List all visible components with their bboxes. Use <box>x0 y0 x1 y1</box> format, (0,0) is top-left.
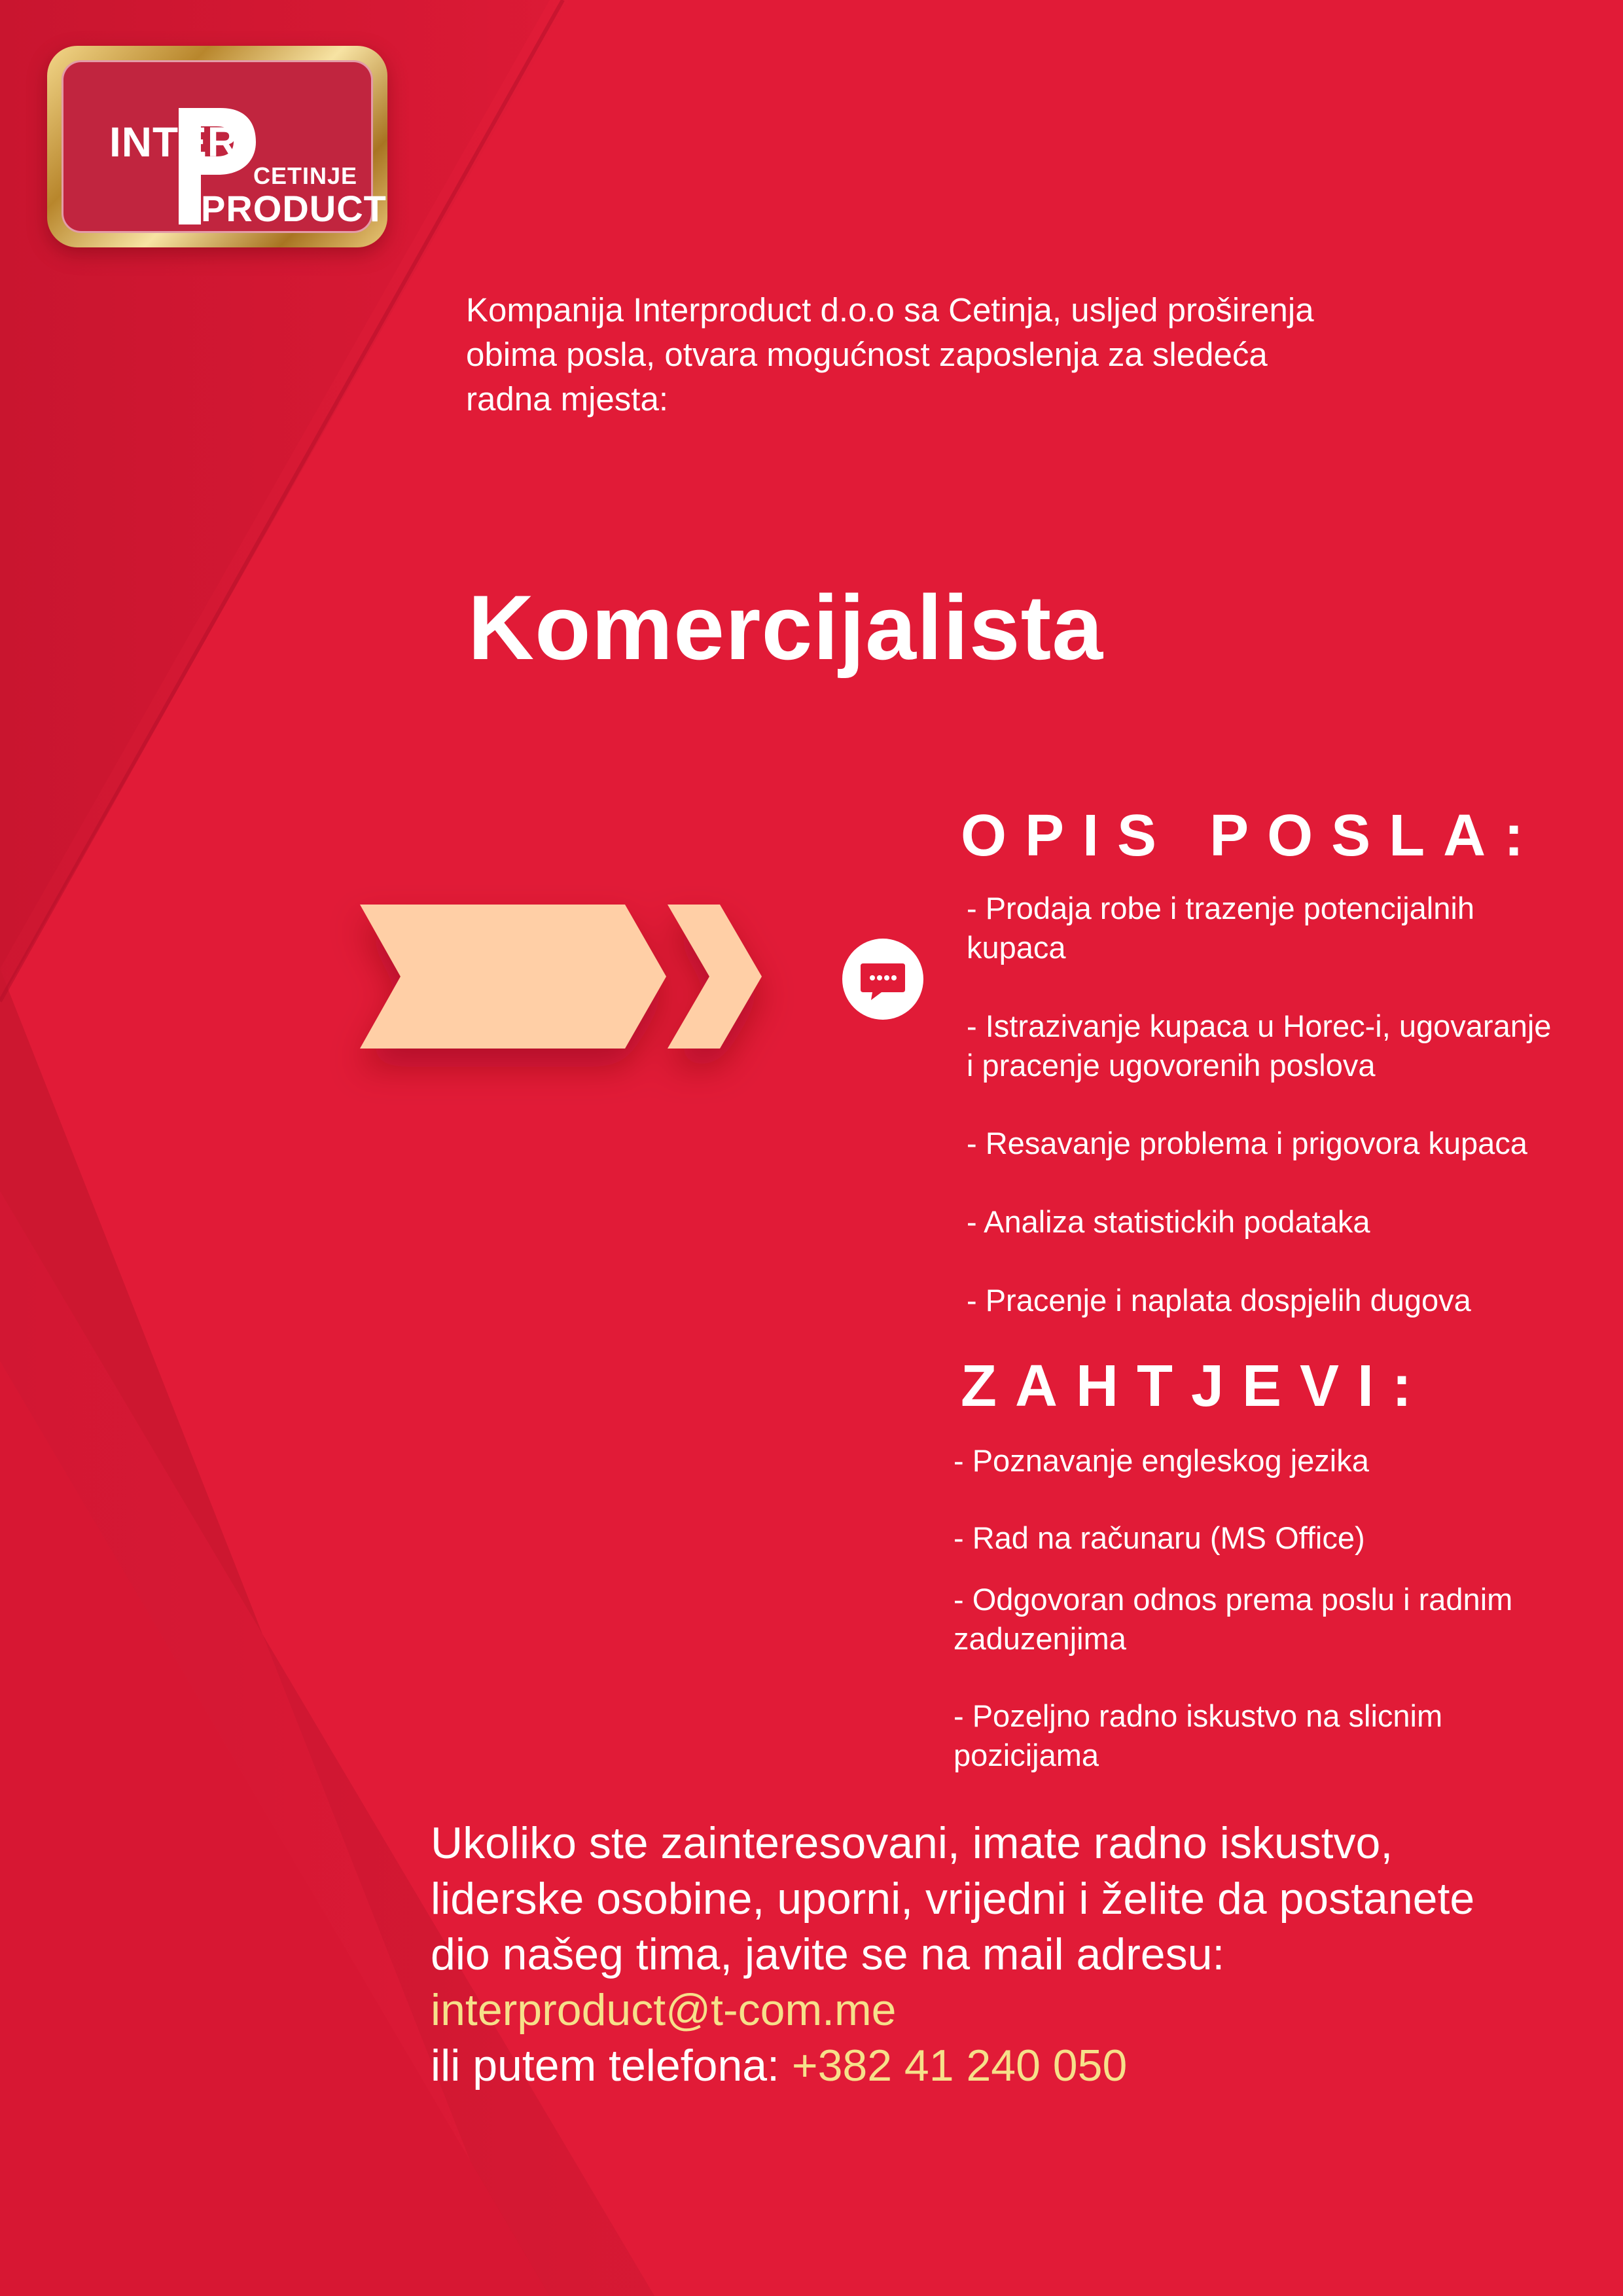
opis-item-line: i pracenje ugovorenih poslova <box>967 1048 1376 1083</box>
zahtjevi-item-line: - Poznavanje engleskog jezika <box>954 1443 1369 1478</box>
logo-word-cetinje: CETINJE <box>253 162 358 189</box>
zahtjevi-item-line: - Pozeljno radno iskustvo na slicnim <box>954 1698 1443 1733</box>
opis-item-line: - Analiza statistickih podataka <box>967 1204 1370 1239</box>
zahtjevi-item <box>954 1580 1512 1659</box>
contact-email[interactable]: interproduct@t-com.me <box>431 1985 897 2035</box>
zahtjevi-heading: ZAHTJEVI: <box>961 1354 1431 1419</box>
zahtjevi-item-line: - Rad na računaru (MS Office) <box>954 1520 1365 1555</box>
opis-item <box>967 1281 1471 1320</box>
closing-line: dio našeg tima, javite se na mail adresu: <box>431 1929 1225 1979</box>
closing-line: Ukoliko ste zainteresovani, imate radno iskustvo, <box>431 1818 1393 1868</box>
zahtjevi-item <box>954 1696 1442 1775</box>
logo-word-inter: INTER <box>109 118 238 166</box>
chevron-arrows-icon <box>327 870 798 1119</box>
opis-item <box>967 889 1474 967</box>
zahtjevi-item <box>954 1518 1365 1558</box>
closing-line: liderske osobine, uporni, vrijedni i želite da postanete <box>431 1874 1475 1924</box>
logo-plate <box>62 60 387 233</box>
logo-word-product: PRODUCT <box>201 188 387 229</box>
company-logo <box>47 46 387 247</box>
opis-item-line: - Resavanje problema i prigovora kupaca <box>967 1126 1527 1160</box>
opis-item-line: - Istrazivanje kupaca u Horec-i, ugovaranje <box>967 1009 1552 1043</box>
phone-label: ili putem telefona: <box>431 2041 792 2090</box>
opis-item <box>967 1007 1551 1085</box>
opis-posla-heading: OPIS POSLA: <box>961 803 1543 869</box>
opis-item <box>967 1124 1527 1163</box>
opis-item <box>967 1202 1370 1242</box>
zahtjevi-item <box>954 1441 1369 1480</box>
zahtjevi-item-line: zaduzenjima <box>954 1621 1126 1656</box>
intro-line: obima posla, otvara mogućnost zaposlenja za sledeća <box>466 336 1268 373</box>
contact-phone-line <box>431 2038 1474 2094</box>
intro-line: radna mjesta: <box>466 380 668 418</box>
chat-bubble-icon <box>841 937 925 1021</box>
intro-line: Kompanija Interproduct d.o.o sa Cetinja, usljed proširenja <box>466 291 1314 329</box>
opis-item-line: - Pracenje i naplata dospjelih dugova <box>967 1283 1471 1318</box>
opis-item-line: kupaca <box>967 930 1066 965</box>
zahtjevi-item-line: pozicijama <box>954 1738 1099 1772</box>
position-title: Komercijalista <box>468 576 1104 679</box>
closing-paragraph <box>431 1816 1474 2094</box>
zahtjevi-item-line: - Odgovoran odnos prema poslu i radnim <box>954 1582 1513 1617</box>
intro-paragraph <box>466 288 1487 422</box>
contact-phone[interactable]: +382 41 240 050 <box>791 2041 1128 2090</box>
opis-item-line: - Prodaja robe i trazenje potencijalnih <box>967 891 1474 925</box>
